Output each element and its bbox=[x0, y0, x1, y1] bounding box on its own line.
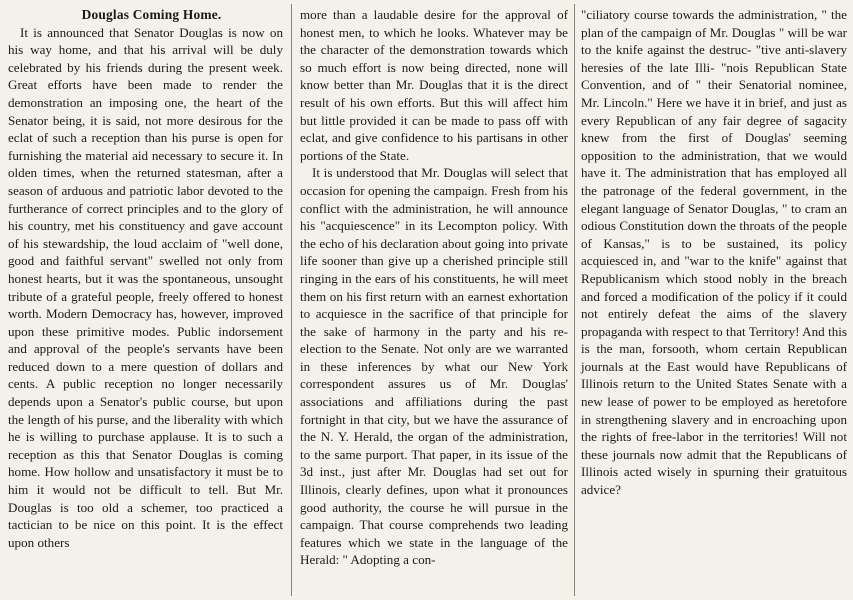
column-3 bbox=[581, 6, 847, 499]
column-divider bbox=[574, 4, 575, 596]
column-1 bbox=[8, 6, 283, 551]
paragraph: more than a laudable desire for the approval of honest men, to which he looks. Whatever may be the character of the demonstration towards which so much effort is now being directed, none will know better than Mr. Douglas that it is the direct result of his own efforts. But this will affect him but little provided it can be made to pass off with eclat, and give confidence to his partisans in other portions of the State. bbox=[300, 7, 568, 163]
article-headline: Douglas Coming Home. bbox=[81, 7, 222, 22]
paragraph: "ciliatory course towards the administration, " the plan of the campaign of Mr. Douglas " will be war to the knife against the destruc- "tive anti-slavery heresies of the late Illi- "nois Republican State Convention, and of " their Senatorial nominee, Mr. Lincoln." Here we have it in brief, and just as every Republican of any fair degree of sagacity knew from the first of Douglas' seeming opposition to the administration, that we would have it. The administration that has employed all the patronage of the federal government, in the elegant language of Senator Douglas, " to cram an odious Constitution down the throats of the people of Kansas," is to be sustained, its policy acquiesced in, and "war to the knife" against that Republicanism which stood nobly in the breach and forced a modification of the policy if it could not entirely defeat the aims of the slavery propaganda with respect to that Territory! And this is the man, forsooth, whom certain Republican journals at the East would have Republicans of Illinois return to the United States Senate with a new lease of power to be employed as heretofore in strengthening slavery and in encroaching upon the rights of free-labor in the territories! Will not these journals now admit that the Republicans of Illinois acted wisely in spurning their gratuitous advice? bbox=[581, 7, 847, 498]
paragraph: It is announced that Senator Douglas is now on his way home, and that his arrival will be duly celebrated by his friends during the present week. Great efforts have been made to render the demonstration an imposing one, the heart of the Senator being, it is said, not more desirous for the eclat of such a reception than his purse is open for furnishing the material aid necessary to secure it. In olden times, when the returned statesman, after a season of arduous and patriotic labor devoted to the furtherance of correct principles and to the glory of his country, met his constituency and gave account of his stewardship, the loud acclaim of "well done, good and faithful servant" swelled not only from honest hearts, but it was the spontaneous, unsought tribute of a grateful people, freely offered to honest worth. Modern Democracy has, however, improved upon these primitive modes. Public indorsement and approval of the people's servants have been reduced down to a mere question of dollars and cents. A public reception no longer necessarily depends upon a Senator's public course, but upon the length of his purse, and the liberality with which he is willing to purchase applause. It is to such a reception as this that Senator Douglas is coming home. How hollow and unsatisfactory it must be to him it would not be difficult to tell. But Mr. Douglas is too old a schemer, too practiced a tactician to be nice on this point. It is the effect upon others bbox=[8, 24, 283, 550]
column-2 bbox=[300, 6, 568, 569]
column-divider bbox=[291, 4, 292, 596]
paragraph: It is understood that Mr. Douglas will select that occasion for opening the campaign. Fresh from his conflict with the administration, he will announce his "acquiescence" in its Lecompton policy. With the echo of his declaration about going into private life sooner than give up a cherished principle still ringing in the ears of his constituents, he will meet them on his first return with an earnest exhortation to acquiesce in the sacrifice of that principle for the sake of harmony in the party and his re-election to the Senate. Not only are we warranted in these inferences by what our New York correspondent assures us of Mr. Douglas' associations and affiliations during the past fortnight in that city, but we have the assurance of the N. Y. Herald, the organ of the administration, to the same purport. That paper, in its issue of the 3d inst., just after Mr. Douglas had set out for Illinois, clearly defines, upon what it pronounces good authority, the course he will pursue in the campaign. That course comprehends two leading features which we state in the language of the Herald: " Adopting a con- bbox=[300, 165, 568, 568]
